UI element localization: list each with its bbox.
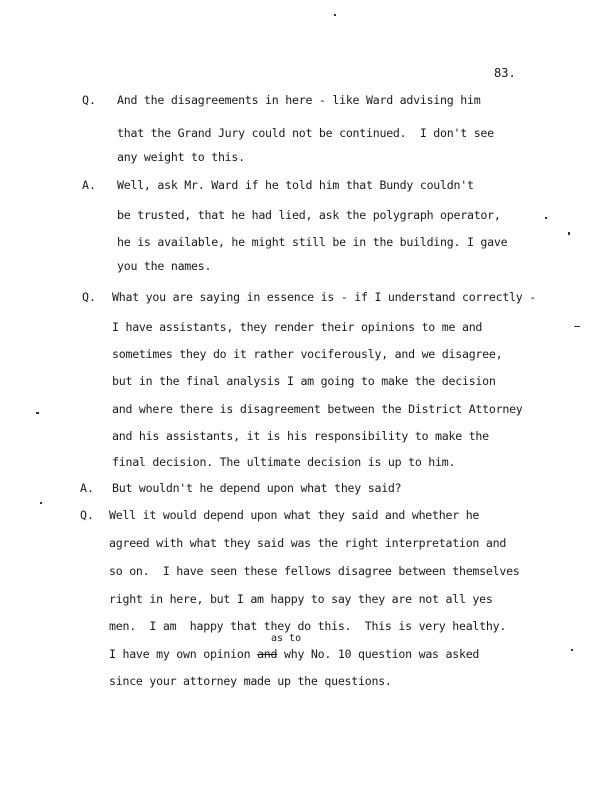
transcript-line: since your attorney made up the questions. [109,674,392,688]
speaker-label: A. [80,481,94,495]
transcript-line-corrected [109,647,479,661]
transcript-line: What you are saying in essence is - if I understand correctly - [112,290,536,304]
scan-speck [574,326,580,327]
transcript-line: But wouldn't he depend upon what they said? [112,481,402,495]
transcript-line: but in the final analysis I am going to make the decision [112,374,496,388]
transcript-line: right in here, but I am happy to say they are not all yes [109,592,493,606]
transcript-line: be trusted, that he had lied, ask the polygraph operator, [117,208,501,222]
transcript-line: he is available, he might still be in the building. I gave [117,235,508,249]
transcript-line: and his assistants, it is his responsibility to make the [112,429,489,443]
inserted-correction: as to [271,633,302,644]
speaker-label: Q. [80,508,94,522]
transcript-line: final decision. The ultimate decision is up to him. [112,455,456,469]
line-text-before: I have my own opinion [109,647,258,661]
scan-speck [36,412,39,414]
transcript-line: any weight to this. [117,150,245,164]
transcript-line: Well it would depend upon what they said and whether he [109,508,480,522]
transcript-line: and where there is disagreement between the District Attorney [112,402,523,416]
speaker-label: Q. [82,93,96,107]
speaker-label: A. [82,178,96,192]
transcript-line: sometimes they do it rather vociferously, and we disagree, [112,347,503,361]
scan-speck [40,502,42,504]
struck-word: and [257,647,278,661]
scan-speck [334,14,336,16]
transcript-line: men. I am happy that they do this. This is very healthy. [109,619,507,633]
transcript-line: agreed with what they said was the right interpretation and [109,536,507,550]
scan-speck [571,649,573,651]
scan-speck [568,232,570,235]
speaker-label: Q. [82,290,96,304]
transcript-line: I have assistants, they render their opinions to me and [112,320,483,334]
transcript-line: you the names. [117,259,212,273]
transcript-line: that the Grand Jury could not be continued. I don't see [117,126,494,140]
transcript-line: And the disagreements in here - like Ward advising him [117,93,481,107]
line-text-after: why No. 10 question was asked [277,647,480,661]
scan-speck [545,217,547,219]
page-number: 83. [494,66,516,80]
transcript-line: so on. I have seen these fellows disagree between themselves [109,564,520,578]
transcript-line: Well, ask Mr. Ward if he told him that Bundy couldn't [117,178,474,192]
